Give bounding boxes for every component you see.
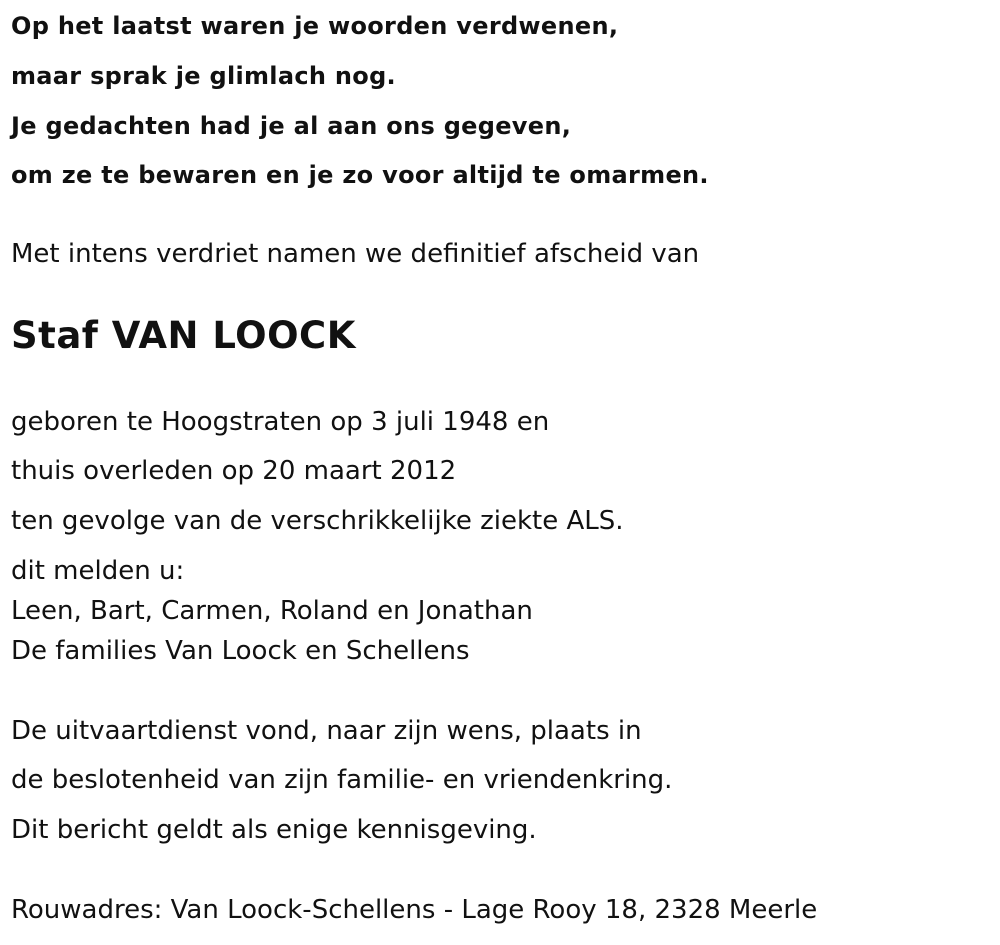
family-names: Leen, Bart, Carmen, Roland en Jonathan <box>11 596 533 626</box>
funeral-line: Dit bericht geldt als enige kennisgeving. <box>11 815 537 845</box>
family-names: De families Van Loock en Schellens <box>11 636 470 666</box>
detail-line: geboren te Hoogstraten op 3 juli 1948 en <box>11 407 550 437</box>
poem-line: maar sprak je glimlach nog. <box>11 62 396 90</box>
poem-line: Op het laatst waren je woorden verdwenen, <box>11 12 619 40</box>
poem-line: Je gedachten had je al aan ons gegeven, <box>11 112 572 140</box>
mourning-address: Rouwadres: Van Loock-Schellens - Lage Rooy 18, 2328 Meerle <box>11 895 818 925</box>
detail-line: thuis overleden op 20 maart 2012 <box>11 456 457 486</box>
announced-by-intro: dit melden u: <box>11 556 185 586</box>
funeral-line: de beslotenheid van zijn familie- en vriendenkring. <box>11 765 673 795</box>
detail-line: ten gevolge van de verschrikkelijke ziekte ALS. <box>11 506 624 536</box>
intro-text: Met intens verdriet namen we definitief afscheid van <box>11 239 700 269</box>
funeral-line: De uitvaartdienst vond, naar zijn wens, plaats in <box>11 716 642 746</box>
deceased-name: Staf VAN LOOCK <box>11 314 356 357</box>
poem-line: om ze te bewaren en je zo voor altijd te omarmen. <box>11 161 709 189</box>
